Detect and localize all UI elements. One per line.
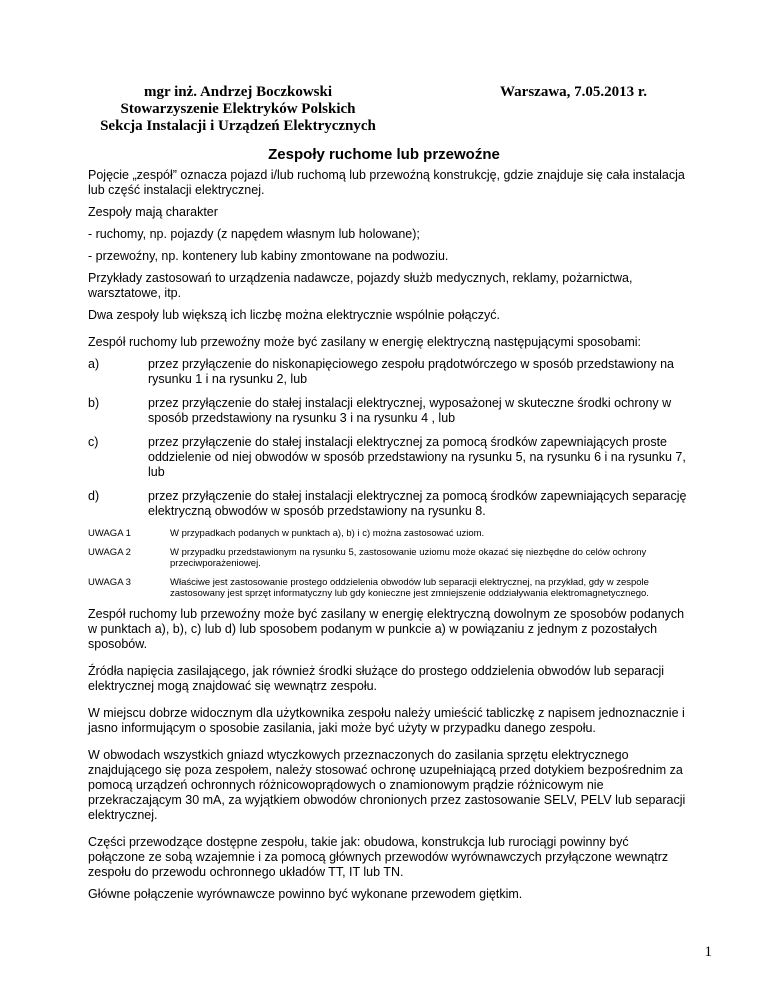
note-label: UWAGA 1 (88, 528, 131, 539)
note-3 (88, 577, 688, 599)
note-text: Właściwe jest zastosowanie prostego oddzielenia obwodów lub separacji elektrycznej, na przykład, gdy w zespole zastosowany jest sprzęt informatyczny lub gdy konieczne jest zmniejszenie oddziaływania elektromagnetycznego. (170, 577, 649, 599)
paragraph-bonding: Części przewodzące dostępne zespołu, takie jak: obudowa, konstrukcja lub rurociągi powinny być połączone ze sobą wzajemnie i za pomocą głównych przewodów wyrównawczych przyłączone wewnątrz zespołu do przewodu ochronnego układów TT, IT lub TN. (88, 835, 669, 879)
organization-name: Stowarzyszenie Elektryków Polskich (120, 101, 356, 117)
paragraph-supply-intro: Zespół ruchomy lub przewoźny może być zasilany w energię elektryczną następującymi sposobami: (88, 335, 642, 349)
section-name: Sekcja Instalacji i Urządzeń Elektrycznych (100, 118, 376, 134)
method-text: przez przyłączenie do stałej instalacji elektrycznej za pomocą środków zapewniających proste oddzielenie od niej obwodów w sposób przedstawiony na rysunku 5, na rysunku 6 i na rysunku 7, lub (148, 435, 686, 479)
note-text: W przypadkach podanych w punktach a), b) i c) można zastosować uziom. (170, 528, 485, 539)
method-item-c (88, 435, 688, 480)
note-1 (88, 528, 688, 539)
method-label: d) (88, 489, 100, 503)
note-label: UWAGA 3 (88, 577, 131, 588)
author-block (88, 84, 388, 135)
author-name: mgr inż. Andrzej Boczkowski (143, 84, 333, 100)
paragraph-supply-combined: Zespół ruchomy lub przewoźny może być zasilany w energię elektryczną dowolnym ze sposobów podanych w punktach a), b), c) lub d) lub sposobem podanym w punkcie a) w powiązaniu z jednym z pozostałych sposobów. (88, 607, 685, 651)
paragraph-plate: W miejscu dobrze widocznym dla użytkownika zespołu należy umieścić tabliczkę z napisem jednoznacznie i jasno informującym o sposobie zasilania, jaki może być użyty w przypadku danego zespołu. (88, 706, 685, 735)
note-2 (88, 547, 688, 569)
method-item-a (88, 357, 688, 387)
method-label: c) (88, 435, 99, 449)
paragraph-rcd: W obwodach wszystkich gniazd wtyczkowych przeznaczonych do zasilania sprzętu elektrycznego znajdującego się poza zespołem, należy stosować ochronę uzupełniającą przed dotykiem bezpośrednim za pomocą urządzeń ochronnych różnicowoprądowych o znamionowym prądzie różnicowym nie przekraczającym 30 mA, za wyjątkiem obwodów chronionych przez zastosowanie SELV, PELV lub separacji elektrycznej. (88, 748, 686, 822)
paragraph-examples: Przykłady zastosowań to urządzenia nadawcze, pojazdy służb medycznych, reklamy, pożarnictwa, warsztatowe, itp. (88, 271, 633, 300)
document-body (88, 168, 688, 909)
note-label: UWAGA 2 (88, 547, 131, 558)
note-text: W przypadku przedstawionym na rysunku 5, zastosowanie uziomu może okazać się niezbędne do celów ochrony przeciwporażeniowej. (170, 547, 647, 569)
method-label: b) (88, 396, 100, 410)
paragraph-mobile: - ruchomy, np. pojazdy (z napędem własnym lub holowane); (88, 227, 420, 241)
paragraph-flexible: Główne połączenie wyrównawcze powinno być wykonane przewodem giętkim. (88, 887, 523, 901)
method-text: przez przyłączenie do stałej instalacji elektrycznej za pomocą środków zapewniających separację elektryczną obwodów w sposób przedstawiony na rysunku 8. (148, 489, 687, 518)
method-text: przez przyłączenie do stałej instalacji elektrycznej, wyposażonej w skuteczne środki ochrony w sposób przedstawiony na rysunku 3 i na rysunku 4 , lub (148, 396, 672, 425)
place-date: Warszawa, 7.05.2013 r. (500, 84, 647, 100)
paragraph-transportable: - przewoźny, np. kontenery lub kabiny zmontowane na podwoziu. (88, 249, 449, 263)
paragraph-sources: Źródła napięcia zasilającego, jak również środki służące do prostego oddzielenia obwodów lub separacji elektrycznej mogą znajdować się wewnątrz zespołu. (88, 664, 665, 693)
paragraph-character: Zespoły mają charakter (88, 205, 218, 219)
method-item-b (88, 396, 688, 426)
document-title: Zespoły ruchome lub przewoźne (268, 146, 500, 163)
page-number: 1 (704, 944, 712, 960)
paragraph-connection: Dwa zespoły lub większą ich liczbę można elektrycznie wspólnie połączyć. (88, 308, 500, 322)
method-label: a) (88, 357, 100, 371)
paragraph-definition: Pojęcie „zespół” oznacza pojazd i/lub ruchomą lub przewoźną konstrukcję, gdzie znajduje się cała instalacja lub część instalacji elektrycznej. (88, 168, 685, 197)
method-item-d (88, 489, 688, 519)
method-text: przez przyłączenie do niskonapięciowego zespołu prądotwórczego w sposób przedstawiony na rysunku 1 i na rysunku 2, lub (148, 357, 674, 386)
